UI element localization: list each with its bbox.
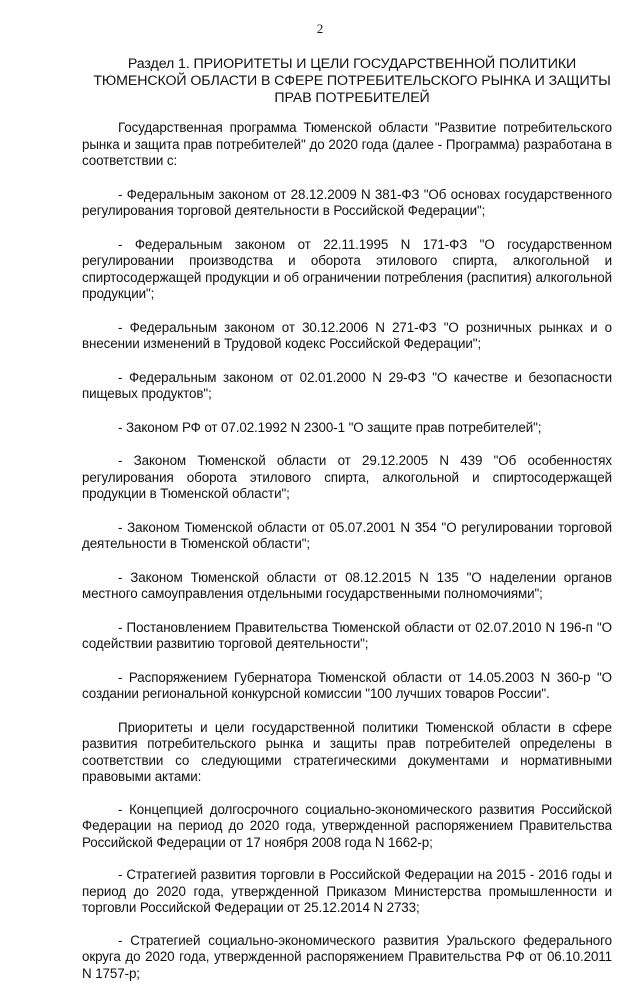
list-item-federal-law-171: - Федеральным законом от 22.11.1995 N 171-ФЗ "О государственном регулировании производства и оборота этилового спирта, алкогольной и спиртосодержащей продукции и об ограничении потребления (распития) алкогольной продукции"; xyxy=(82,236,612,301)
page-number: 2 xyxy=(316,21,324,36)
list-item-federal-law-381: - Федеральным законом от 28.12.2009 N 381-ФЗ "Об основах государственного регулирования торговой деятельности в Российской Федерации"; xyxy=(82,186,612,218)
priorities-paragraph: Приоритеты и цели государственной политики Тюменской области в сфере развития потребительского рынка и защиты прав потребителей определены в соответствии со следующими стратегическими документами и нормативными правовыми актами: xyxy=(82,719,612,784)
list-item-strategy-1757: - Стратегией социально-экономического развития Уральского федерального округа до 2020 года, утвержденной распоряжением Правительства РФ от 06.10.2011 N 1757-р; xyxy=(82,932,612,981)
document-body xyxy=(82,120,612,998)
list-item-strategy-2733: - Стратегией развития торговли в Российской Федерации на 2015 - 2016 годы и период до 2020 года, утвержденной Приказом Министерства промышленности и торговли Российской Федерации от 25.12.2014 N 2733; xyxy=(82,867,612,915)
list-item-regional-law-135: - Законом Тюменской области от 08.12.2015 N 135 "О наделении органов местного самоуправления отдельными государственными полномочиями"; xyxy=(82,569,612,601)
list-item-federal-law-271: - Федеральным законом от 30.12.2006 N 271-ФЗ "О розничных рынках и о внесении изменений в Трудовой кодекс Российской Федерации"; xyxy=(82,319,612,351)
list-item-concept-1662: - Концепцией долгосрочного социально-экономического развития Российской Федерации на период до 2020 года, утвержденной распоряжением Правительства Российской Федерации от 17 ноября 2008 года N 1662-р; xyxy=(82,801,612,850)
list-item-regional-law-354: - Законом Тюменской области от 05.07.2001 N 354 "О регулировании торговой деятельности в Тюменской области"; xyxy=(82,519,612,551)
list-item-federal-law-29: - Федеральным законом от 02.01.2000 N 29-ФЗ "О качестве и безопасности пищевых продуктов"; xyxy=(82,369,612,401)
list-item-order-360: - Распоряжением Губернатора Тюменской области от 14.05.2003 N 360-р "О создании региональной конкурсной комиссии "100 лучших товаров России". xyxy=(82,669,612,701)
list-item-resolution-196: - Постановлением Правительства Тюменской области от 02.07.2010 N 196-п "О содействии развитию торговой деятельности"; xyxy=(82,619,612,651)
intro-paragraph: Государственная программа Тюменской области "Развитие потребительского рынка и защита прав потребителей" до 2020 года (далее - Программа) разработана в соответствии с: xyxy=(82,120,612,168)
section-heading: Раздел 1. ПРИОРИТЕТЫ И ЦЕЛИ ГОСУДАРСТВЕННОЙ ПОЛИТИКИ ТЮМЕНСКОЙ ОБЛАСТИ В СФЕРЕ ПОТРЕБИТЕЛЬСКОГО РЫНКА И ЗАЩИТЫ ПРАВ ПОТРЕБИТЕЛЕЙ xyxy=(93,56,611,106)
list-item-regional-law-439: - Законом Тюменской области от 29.12.2005 N 439 "Об особенностях регулирования оборота этилового спирта, алкогольной и спиртосодержащей продукции в Тюменской области"; xyxy=(82,453,612,501)
list-item-rf-law-2300: - Законом РФ от 07.02.1992 N 2300-1 "О защите прав потребителей"; xyxy=(118,419,542,435)
